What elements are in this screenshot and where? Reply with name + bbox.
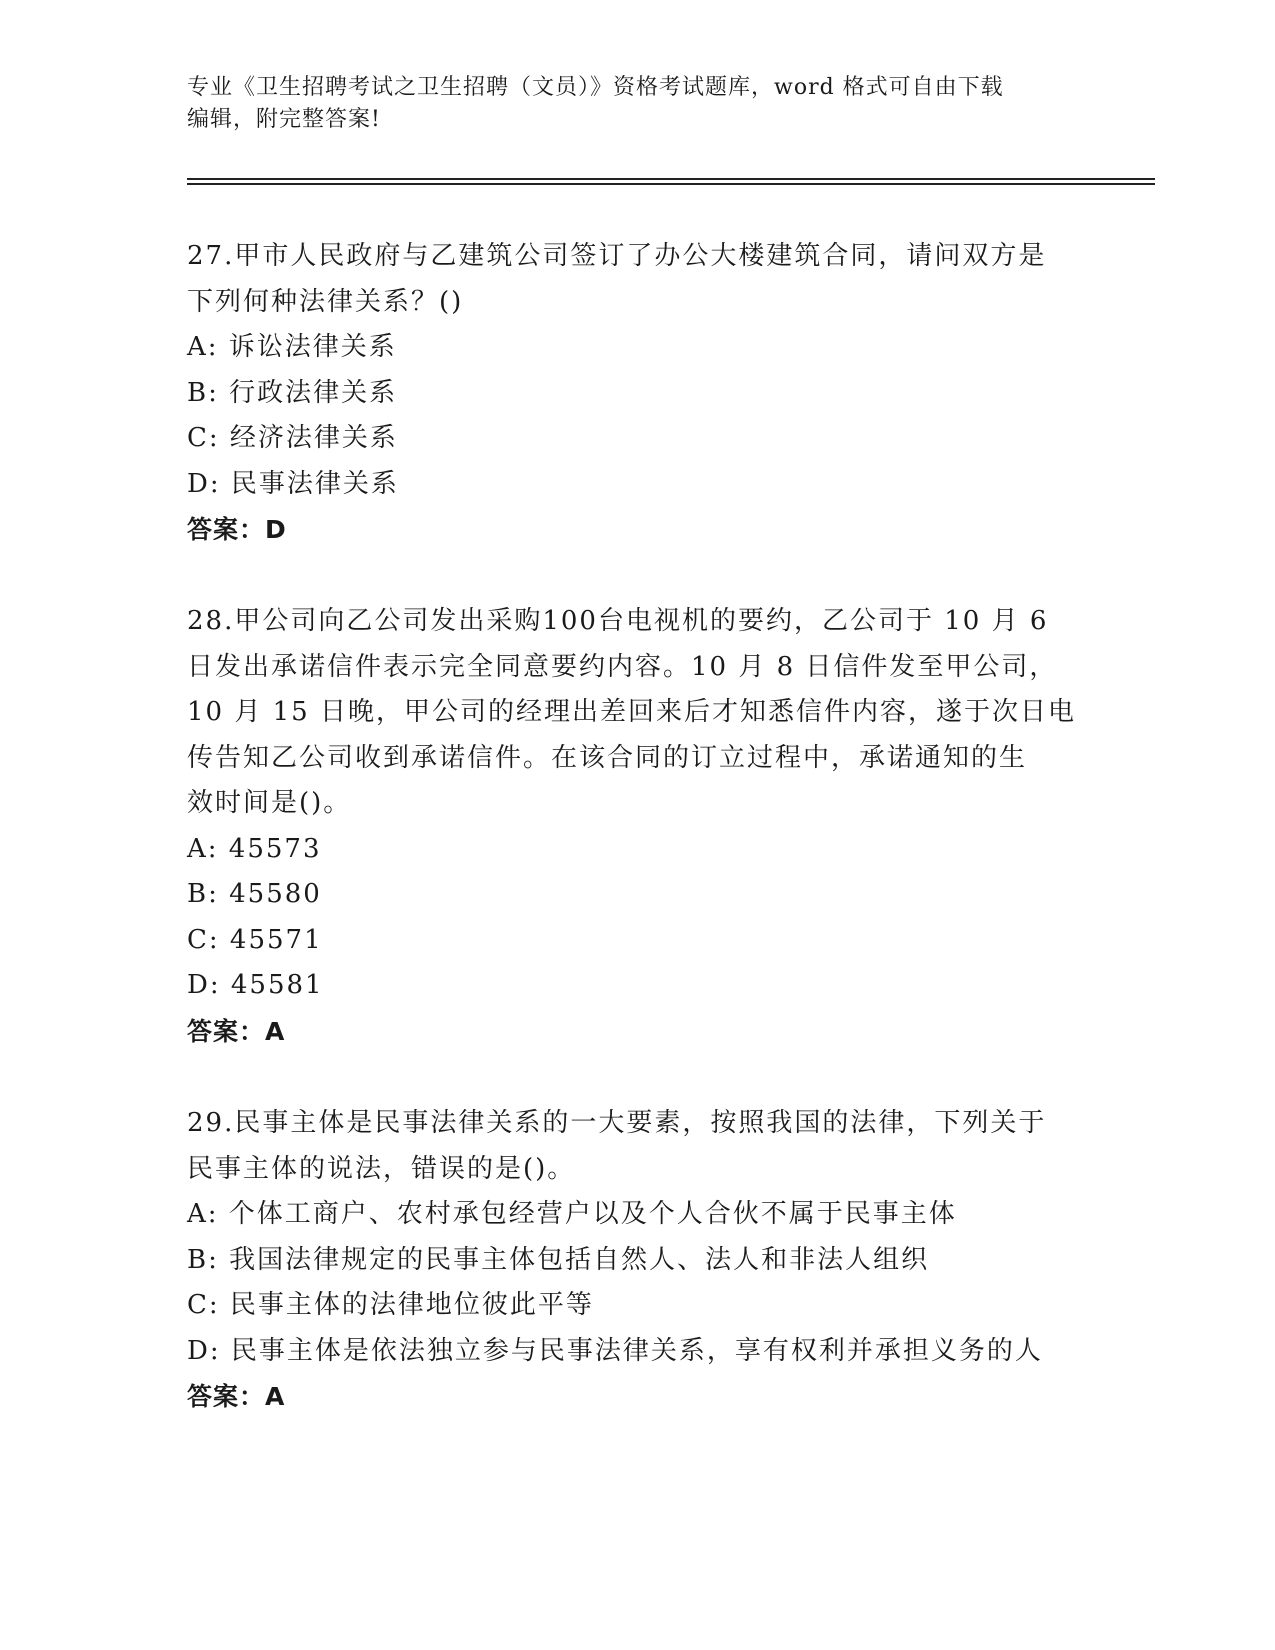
option-c: C: 经济法律关系 bbox=[187, 423, 398, 453]
stem-line: 下列何种法律关系？() bbox=[187, 286, 464, 317]
answer-line: 答案：D bbox=[187, 515, 287, 544]
stem-line: 效时间是()。 bbox=[187, 788, 352, 818]
stem-line: 民事主体的说法，错误的是()。 bbox=[187, 1153, 576, 1184]
option-c: C: 45571 bbox=[187, 924, 323, 955]
question-stem bbox=[187, 1101, 1087, 1192]
question-stem bbox=[187, 599, 1087, 827]
stem-line: 28.甲公司向乙公司发出采购100台电视机的要约，乙公司于 10 月 6 bbox=[187, 606, 1049, 636]
question-stem bbox=[187, 234, 1087, 325]
header-divider-top bbox=[187, 178, 1155, 180]
answer-line: 答案：A bbox=[187, 1016, 286, 1046]
header-line-1: 专业《卫生招聘考试之卫生招聘（文员）》资格考试题库，word 格式可自由下载 bbox=[187, 75, 1004, 100]
document-header bbox=[187, 72, 1087, 136]
stem-line: 传告知乙公司收到承诺信件。在该合同的订立过程中，承诺通知的生 bbox=[187, 742, 1028, 773]
answer-line: 答案：A bbox=[187, 1382, 286, 1411]
question-28 bbox=[187, 599, 1087, 1054]
option-b: B: 我国法律规定的民事主体包括自然人、法人和非法人组织 bbox=[187, 1244, 930, 1275]
stem-line: 29.民事主体是民事法律关系的一大要素，按照我国的法律，下列关于 bbox=[187, 1108, 1047, 1138]
option-a: A: 45573 bbox=[187, 833, 322, 864]
option-b: B: 行政法律关系 bbox=[187, 377, 398, 408]
question-29 bbox=[187, 1101, 1087, 1420]
header-line-2: 编辑，附完整答案! bbox=[187, 107, 381, 132]
stem-line: 27.甲市人民政府与乙建筑公司签订了办公大楼建筑合同，请问双方是 bbox=[187, 241, 1047, 271]
question-27 bbox=[187, 234, 1087, 553]
stem-line: 10 月 15 日晚，甲公司的经理出差回来后才知悉信件内容，遂于次日电 bbox=[187, 697, 1076, 727]
option-d: D: 45581 bbox=[187, 970, 324, 1000]
option-a: A: 诉讼法律关系 bbox=[187, 332, 397, 362]
option-c: C: 民事主体的法律地位彼此平等 bbox=[187, 1290, 594, 1320]
header-divider-bottom bbox=[187, 183, 1155, 185]
option-d: D: 民事法律关系 bbox=[187, 468, 399, 499]
option-a: A: 个体工商户、农村承包经营户以及个人合伙不属于民事主体 bbox=[187, 1199, 957, 1229]
option-d: D: 民事主体是依法独立参与民事法律关系，享有权利并承担义务的人 bbox=[187, 1335, 1043, 1366]
stem-line: 日发出承诺信件表示完全同意要约内容。10 月 8 日信件发至甲公司， bbox=[187, 651, 1058, 682]
option-b: B: 45580 bbox=[187, 879, 322, 909]
